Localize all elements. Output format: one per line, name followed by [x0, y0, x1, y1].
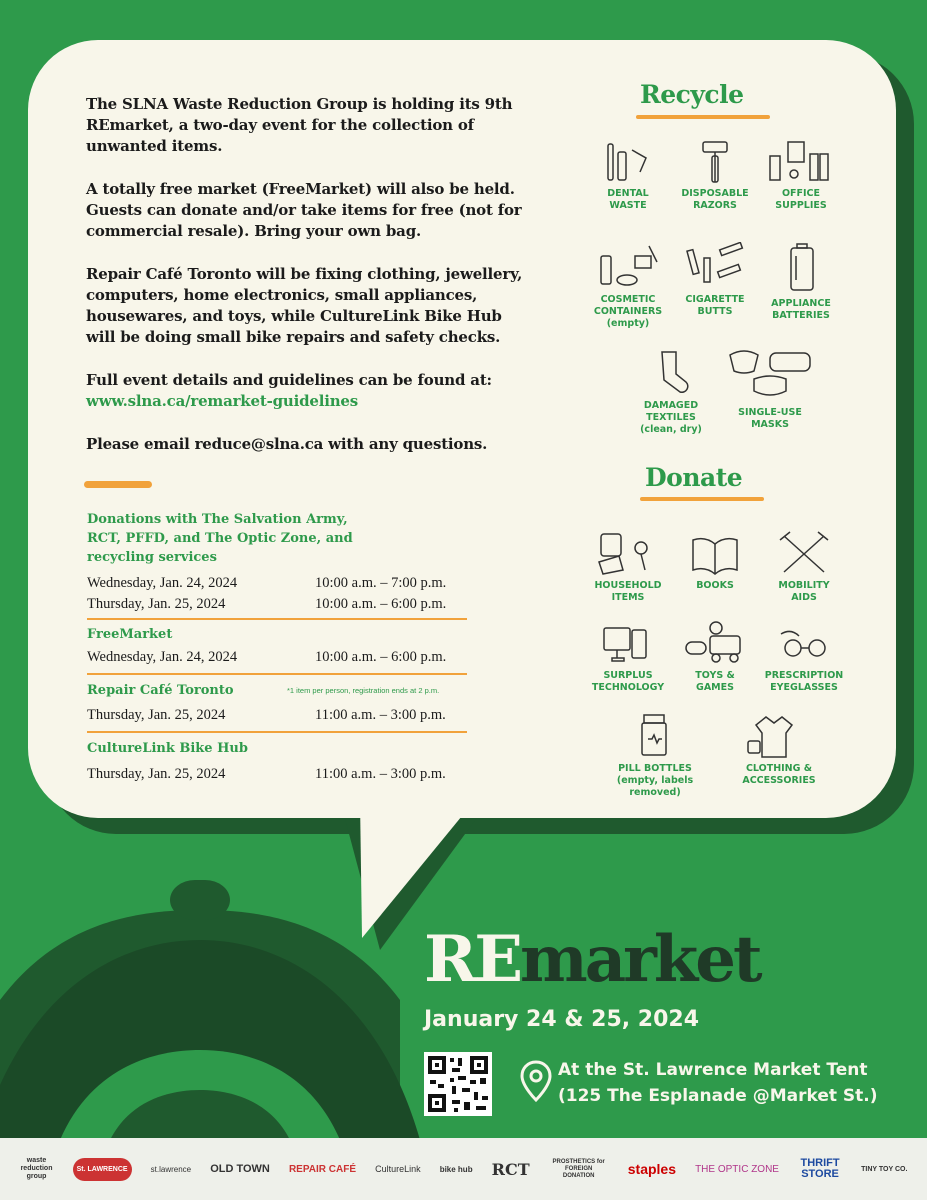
cosmetics-icon: [593, 242, 663, 290]
sponsor-logo: staples: [627, 1161, 676, 1177]
logo-market: market: [519, 922, 760, 997]
item-label: EYEGLASSES: [770, 682, 838, 693]
schedule-row: [87, 764, 467, 785]
sponsor-logo: REPAIR CAFÉ: [288, 1163, 356, 1175]
recycle-item-batteries: [746, 242, 856, 322]
schedule-heading: FreeMarket: [87, 627, 173, 642]
intro-text: [86, 94, 526, 477]
sponsor-logo: St. LAWRENCE: [73, 1158, 132, 1181]
remarket-logo: [424, 922, 760, 997]
donate-item-eyeglasses: [749, 622, 859, 694]
item-label: BATTERIES: [772, 310, 830, 321]
donate-item-mobility: [749, 530, 859, 604]
item-label: APPLIANCE: [771, 298, 831, 309]
recycle-underline: [636, 115, 770, 119]
location-line-2: (125 The Esplanade @Market St.): [558, 1086, 878, 1106]
sponsor-logo: CultureLink: [375, 1164, 421, 1174]
item-label: ACCESSORIES: [742, 775, 816, 786]
glasses-icon: [769, 622, 839, 666]
item-label: (clean, dry): [640, 424, 702, 435]
item-label: COSMETIC: [600, 294, 656, 305]
market-dome-graphic: [0, 880, 420, 1140]
razor-icon: [685, 140, 745, 184]
item-label: MOBILITY: [778, 580, 830, 591]
item-label: OFFICE: [781, 188, 821, 199]
devices-icon: [598, 622, 658, 666]
schedule-divider: [87, 673, 467, 675]
event-dates: January 24 & 25, 2024: [424, 1007, 700, 1032]
schedule-time: 11:00 a.m. – 3:00 p.m.: [315, 707, 446, 723]
item-label: TOYS &: [695, 670, 735, 681]
household-icon: [593, 528, 663, 576]
sponsor-logo: RCT: [491, 1159, 530, 1179]
schedule-heading: Donations with The Salvation Army, RCT, PFFD, and The Optic Zone, and recycling services: [87, 512, 353, 565]
schedule-date: Thursday, Jan. 25, 2024: [87, 707, 226, 723]
schedule-divider: [87, 731, 467, 733]
item-label: TECHNOLOGY: [591, 682, 665, 693]
pill-bottle-icon: [630, 713, 680, 759]
guidelines-link[interactable]: www.slna.ca/remarket-guidelines: [86, 392, 359, 410]
intro-paragraph-1: The SLNA Waste Reduction Group is holding its 9th REmarket, a two-day event for the collection of unwanted items.: [86, 95, 513, 155]
recycle-item-textiles: [616, 348, 726, 436]
item-label: BOOKS: [696, 580, 734, 591]
intro-paragraph-4: Full event details and guidelines can be found at:: [86, 371, 492, 389]
sponsor-bar: [0, 1138, 927, 1200]
schedule-heading: Repair Café Toronto: [87, 683, 234, 698]
item-label: HOUSEHOLD: [594, 580, 662, 591]
intro-paragraph-5: Please email reduce@slna.ca with any questions.: [86, 435, 488, 453]
item-label: (empty, labels removed): [616, 775, 694, 798]
item-label: (empty): [606, 318, 650, 329]
schedule-donations: [87, 510, 467, 785]
item-label: GAMES: [696, 682, 734, 693]
location-line-1: At the St. Lawrence Market Tent: [558, 1060, 868, 1080]
sponsor-logo: OLD TOWN: [210, 1163, 270, 1175]
item-label: CLOTHING &: [745, 763, 813, 774]
recycle-item-office: [746, 140, 856, 212]
item-label: ITEMS: [611, 592, 645, 603]
sock-icon: [646, 348, 696, 396]
item-label: TEXTILES: [646, 412, 696, 423]
donate-title: Donate: [645, 463, 743, 492]
schedule-row: [87, 647, 467, 668]
qr-code[interactable]: [424, 1052, 492, 1116]
cigarette-icon: [680, 242, 750, 290]
schedule-date: Wednesday, Jan. 24, 2024: [87, 575, 238, 591]
sponsor-logo: THE OPTIC ZONE: [695, 1163, 779, 1175]
item-label: BUTTS: [697, 306, 733, 317]
item-label: DAMAGED: [643, 400, 699, 411]
schedule-date: Wednesday, Jan. 24, 2024: [87, 649, 238, 665]
battery-icon: [771, 242, 831, 294]
sponsor-logo: bike hub: [439, 1164, 473, 1174]
orange-divider: [84, 481, 152, 488]
schedule-time: 10:00 a.m. – 6:00 p.m.: [315, 649, 447, 665]
item-label: RAZORS: [693, 200, 737, 211]
schedule-heading: CultureLink Bike Hub: [87, 741, 248, 756]
item-label: SINGLE-USE: [738, 407, 802, 418]
schedule-row: [87, 573, 467, 594]
item-label: MASKS: [751, 419, 789, 430]
item-label: DISPOSABLE: [681, 188, 749, 199]
logo-re: RE: [424, 922, 520, 997]
toothbrush-icon: [598, 140, 658, 184]
schedule-time: 11:00 a.m. – 3:00 p.m.: [315, 766, 446, 782]
schedule-row: [87, 705, 467, 726]
intro-paragraph-2: A totally free market (FreeMarket) will also be held. Guests can donate and/or take items for free (not for commercial resale). Bring your own bag.: [86, 180, 522, 240]
sponsor-logo: TINY TOY CO.: [861, 1165, 908, 1173]
clothing-icon: [744, 713, 814, 759]
sponsor-logo: PROSTHETICS for FOREIGN DONATION: [552, 1158, 605, 1179]
item-label: WASTE: [609, 200, 647, 211]
schedule-date: Thursday, Jan. 25, 2024: [87, 766, 226, 782]
recycle-title: Recycle: [640, 80, 744, 109]
intro-paragraph-3: Repair Café Toronto will be fixing clothing, jewellery, computers, home electronics, small appliances, housewares, and toys, while CultureLink Bike Hub will be doing small bike repairs and safety checks.: [86, 265, 523, 346]
schedule-divider: [87, 618, 467, 620]
schedule-time: 10:00 a.m. – 7:00 p.m.: [315, 575, 447, 591]
sponsor-logo: THRIFT STORE: [800, 1157, 840, 1180]
toys-icon: [680, 618, 750, 666]
crutches-icon: [774, 530, 834, 576]
repair-note: *1 item per person, registration ends at 2 p.m.: [287, 686, 440, 695]
item-label: AIDS: [791, 592, 817, 603]
office-supplies-icon: [766, 140, 836, 184]
event-location: [558, 1057, 878, 1109]
recycle-item-masks: [715, 345, 825, 431]
schedule-date: Thursday, Jan. 25, 2024: [87, 596, 226, 612]
item-label: DENTAL: [607, 188, 649, 199]
donate-underline: [640, 497, 764, 501]
sponsor-logo: waste reduction group: [20, 1157, 53, 1180]
sponsor-logo: st.lawrence: [150, 1164, 192, 1174]
item-label: PRESCRIPTION: [764, 670, 844, 681]
item-label: CIGARETTE: [685, 294, 745, 305]
book-icon: [685, 534, 745, 576]
schedule-time: 10:00 a.m. – 6:00 p.m.: [315, 596, 447, 612]
item-label: SUPPLIES: [775, 200, 827, 211]
item-label: CONTAINERS: [593, 306, 663, 317]
location-pin-icon: [520, 1060, 552, 1102]
item-label: PILL BOTTLES: [618, 763, 692, 774]
mask-icon: [720, 345, 820, 403]
donate-item-clothing: [724, 713, 834, 787]
item-label: SURPLUS: [603, 670, 653, 681]
schedule-row: [87, 594, 467, 615]
donate-item-pill-bottles: [600, 713, 710, 799]
